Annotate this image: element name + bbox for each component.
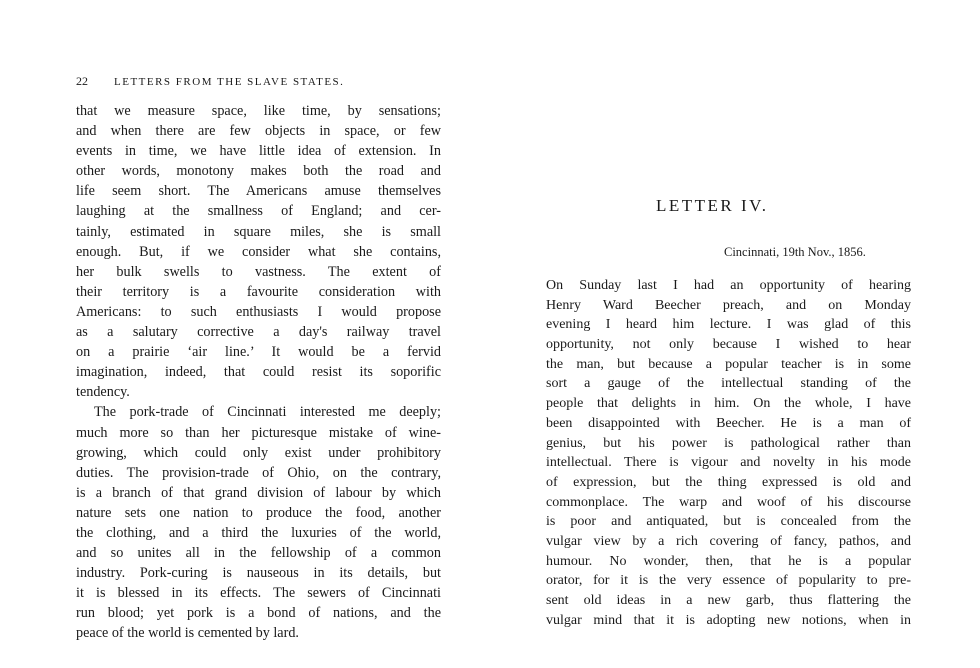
text-line: duties. The provision-trade of Ohio, on the contrary, — [76, 464, 441, 481]
text-line: it is blessed in its effects. The sewers of Cincinnati — [76, 585, 441, 602]
text-line: industry. Pork-curing is nauseous in its details, but — [76, 565, 441, 582]
text-line: orator, for it is the very essence of popularity to pre- — [546, 573, 911, 589]
text-line: her bulk swells to vastness. The extent of — [76, 263, 441, 280]
text-line: people that delights in him. On the whole, I have — [546, 396, 911, 412]
text-line: evening I heard him lecture. I was glad of this — [546, 317, 911, 333]
text-line: events in time, we have little idea of extension. In — [76, 143, 441, 160]
right-text-column — [546, 276, 911, 630]
text-line: and when there are few objects in space, or few — [76, 123, 441, 140]
text-line: sort a gauge of the intellectual standing of the — [546, 376, 911, 392]
text-line: run blood; yet pork is a bond of nations, and the — [76, 605, 441, 622]
letter-heading: LETTER IV. — [656, 196, 769, 215]
text-line: tainly, estimated in square miles, she is small — [76, 223, 441, 240]
text-line: life seem short. The Americans amuse themselves — [76, 183, 441, 200]
text-line: the clothing, and a third the luxuries of the world, — [76, 524, 441, 541]
text-line: sent old ideas in a new garb, thus flattering the — [546, 593, 911, 608]
text-line: vulgar mind that it is adopting new notions, when in — [546, 612, 911, 628]
text-line: Americans: to such enthusiasts I would propose — [76, 303, 441, 320]
text-line: The pork-trade of Cincinnati interested me deeply; — [94, 404, 441, 421]
dateline: Cincinnati, 19th Nov., 1856. — [724, 245, 866, 259]
text-line: intellectual. There is vigour and novelty in his mode — [546, 455, 911, 471]
text-line: and so unites all in the fellowship of a common — [76, 545, 441, 562]
text-line: that we measure space, like time, by sensations; — [76, 103, 441, 119]
text-line: is poor and antiquated, but is concealed from the — [546, 514, 911, 530]
text-line: laughing at the smallness of England; and cer- — [76, 203, 441, 220]
left-page — [0, 0, 470, 668]
running-head — [76, 74, 344, 89]
text-line: Henry Ward Beecher preach, and on Monday — [546, 297, 911, 313]
text-line: imagination, indeed, that could resist its soporific — [76, 364, 441, 381]
text-line: growing, which could only exist under prohibitory — [76, 444, 441, 461]
text-line: is a branch of that grand division of labour by which — [76, 484, 441, 501]
text-line: On Sunday last I had an opportunity of hearing — [546, 278, 911, 293]
text-line: as a salutary corrective a day's railway travel — [76, 324, 441, 341]
text-line: peace of the world is cemented by lard. — [76, 625, 299, 642]
text-line: commonplace. The warp and woof of his discourse — [546, 494, 911, 510]
text-line: humour. No wonder, then, that he is a popular — [546, 553, 911, 569]
running-head-title: LETTERS FROM THE SLAVE STATES. — [114, 76, 345, 88]
text-line: the man, but because a popular teacher is in some — [546, 356, 911, 372]
text-line: tendency. — [76, 384, 130, 401]
right-page — [490, 0, 980, 668]
text-line: vulgar view by a rich covering of fancy, pathos, and — [546, 533, 911, 549]
text-line: of expression, but the thing expressed is old and — [546, 474, 911, 490]
text-line: other words, monotony makes both the road and — [76, 163, 441, 180]
text-line: opportunity, not only because I wished to hear — [546, 337, 911, 353]
text-line: their territory is a favourite consideration with — [76, 283, 441, 300]
page-number: 22 — [76, 74, 88, 88]
text-line: nature sets one nation to produce the food, another — [76, 504, 441, 521]
text-line: much more so than her picturesque mistake of wine- — [76, 424, 441, 441]
text-line: genius, but his power is pathological rather than — [546, 435, 911, 451]
left-text-column — [76, 101, 441, 644]
text-line: been disappointed with Beecher. He is a man of — [546, 415, 911, 431]
text-line: enough. But, if we consider what she contains, — [76, 243, 441, 260]
text-line: on a prairie ‘air line.’ It would be a fervid — [76, 344, 441, 361]
